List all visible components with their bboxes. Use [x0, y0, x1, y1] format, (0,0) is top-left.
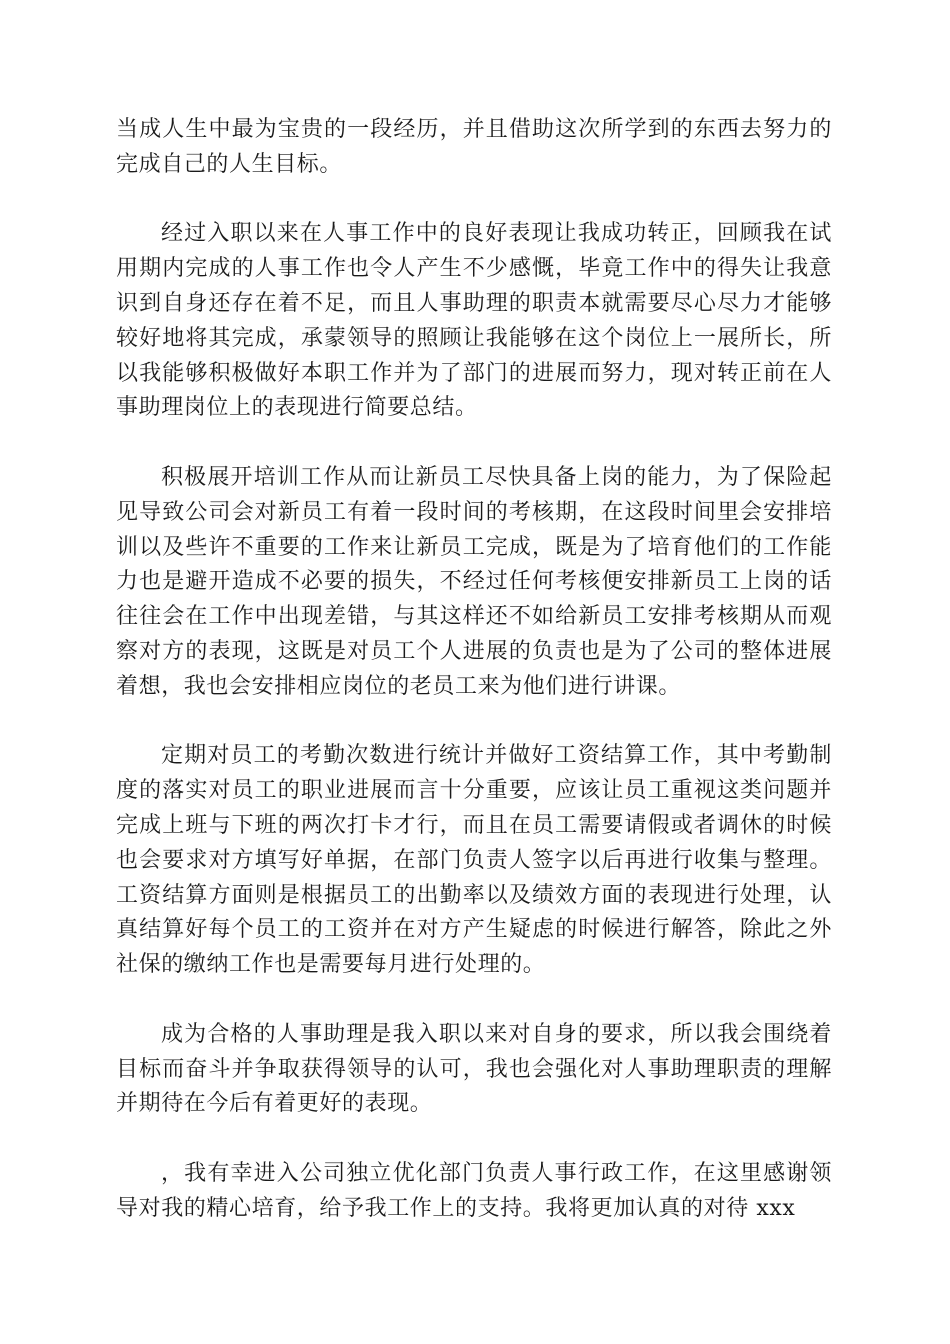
- paragraph-5: 成为合格的人事助理是我入职以来对自身的要求，所以我会围绕着目标而奋斗并争取获得领导的认可，我也会强化对人事助理职责的理解并期待在今后有着更好的表现。: [116, 1021, 832, 1117]
- paragraph-1: 当成人生中最为宝贵的一段经历，并且借助这次所学到的东西去努力的完成自己的人生目标。: [116, 117, 832, 177]
- paragraph-4: 定期对员工的考勤次数进行统计并做好工资结算工作，其中考勤制度的落实对员工的职业进展而言十分重要，应该让员工重视这类问题并完成上班与下班的两次打卡才行，而且在员工需要请假或者调休的时候也会要求对方填写好单据，在部门负责人签字以后再进行收集与整理。工资结算方面则是根据员工的出勤率以及绩效方面的表现进行处理，认真结算好每个员工的工资并在对方产生疑虑的时候进行解答，除此之外社保的缴纳工作也是需要每月进行处理的。: [116, 743, 832, 978]
- paragraph-2: 经过入职以来在人事工作中的良好表现让我成功转正，回顾我在试用期内完成的人事工作也令人产生不少感慨，毕竟工作中的得失让我意识到自身还存在着不足，而且人事助理的职责本就需要尽心尽力才能够较好地将其完成，承蒙领导的照顾让我能够在这个岗位上一展所长，所以我能够积极做好本职工作并为了部门的进展而努力，现对转正前在人事助理岗位上的表现进行简要总结。: [116, 221, 832, 421]
- paragraph-6: ，我有幸进入公司独立优化部门负责人事行政工作，在这里感谢领导对我的精心培育，给予我工作上的支持。我将更加认真的对待 xxx: [116, 1160, 832, 1221]
- paragraph-3: 积极展开培训工作从而让新员工尽快具备上岗的能力，为了保险起见导致公司会对新员工有着一段时间的考核期，在这段时间里会安排培训以及些许不重要的工作来让新员工完成，既是为了培育他们的工作能力也是避开造成不必要的损失，不经过任何考核便安排新员工上岗的话往往会在工作中出现差错，与其这样还不如给新员工安排考核期从而观察对方的表现，这既是对员工个人进展的负责也是为了公司的整体进展着想，我也会安排相应岗位的老员工来为他们进行讲课。: [116, 464, 832, 699]
- document-body: [116, 113, 832, 1227]
